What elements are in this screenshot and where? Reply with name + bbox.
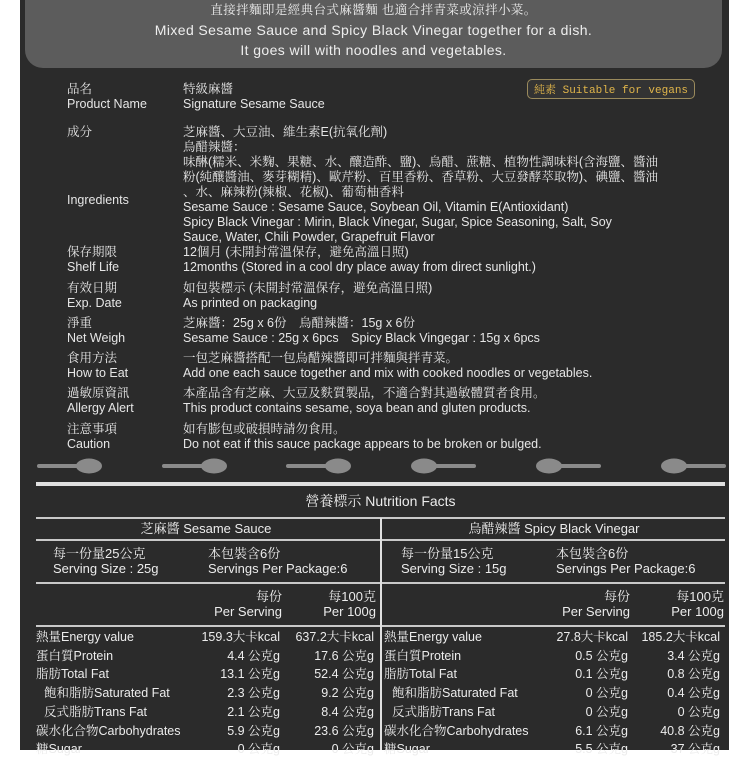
info-value-line: 12months (Stored in a cool dry place away from direct sunlight.) — [183, 260, 536, 274]
per-100g-value: 0 公克g — [331, 742, 374, 757]
product-header: 烏醋辣醬 Spicy Black Vinegar — [468, 521, 640, 536]
text-line: 每一份量15公克 — [401, 546, 494, 561]
nutrient-row — [36, 684, 376, 703]
nutrient-name: 飽和脂肪Saturated Fat — [392, 686, 518, 701]
info-label-en: Net Weigh — [67, 331, 126, 345]
per-serving-value: 2.1 公克g — [227, 704, 280, 719]
per-100g-value: 40.8 公克g — [660, 723, 720, 738]
per-100g-value: 0.4 公克g — [667, 686, 720, 701]
per-100g-value: 37 公克g — [670, 742, 720, 757]
per-100g-value: 9.2 公克g — [321, 686, 374, 701]
info-value — [183, 422, 723, 452]
info-value — [183, 125, 723, 245]
nutrient-row — [36, 665, 376, 684]
per-serving-value: 159.3大卡kcal — [201, 630, 280, 644]
info-label-zh: 成分 — [67, 125, 93, 139]
info-value-line: 12個月 (未開封常溫保存，避免高溫日照) — [183, 245, 409, 259]
nutrient-name: 糖Sugar — [384, 742, 430, 757]
text-line: Servings Per Package:6 — [556, 561, 696, 576]
info-label-zh: 品名 — [67, 82, 93, 96]
nutrient-name: 蛋白質Protein — [36, 648, 114, 663]
vegan-badge: 純素 Suitable for vegans — [527, 79, 695, 99]
text-line: Per 100g — [671, 604, 724, 619]
info-value-line: Add one each sauce together and mix with cooked noodles or vegetables. — [183, 366, 593, 380]
per-100g-value: 8.4 公克g — [321, 704, 374, 719]
info-label-en: Allergy Alert — [67, 401, 134, 415]
per-serving-value: 0.5 公克g — [575, 648, 628, 663]
nutrient-row — [36, 647, 376, 666]
info-value-line: Do not eat if this sauce package appears to be broken or bulged. — [183, 437, 542, 451]
nutrient-name: 飽和脂肪Saturated Fat — [44, 686, 170, 701]
nutrient-row — [36, 628, 376, 647]
info-label-zh: 有效日期 — [67, 281, 118, 295]
text-line: Per Serving — [562, 604, 630, 619]
info-label-zh: 食用方法 — [67, 351, 118, 365]
nutrient-name: 脂肪Total Fat — [384, 667, 457, 682]
info-label-en: Product Name — [67, 97, 147, 111]
spoon-icon — [286, 458, 352, 474]
per-serving-header — [524, 589, 630, 619]
info-value-line: Sesame Sauce : 25g x 6pcs Spicy Black Vingegar : 15g x 6pcs — [183, 331, 540, 345]
spoon-icon — [410, 458, 476, 474]
servings-per-package — [208, 546, 347, 576]
spoon-icon — [535, 458, 601, 474]
nutrient-row — [384, 722, 724, 741]
nutrient-row — [384, 647, 724, 666]
text-line: 每100克 — [328, 589, 376, 604]
nutrient-name: 反式脂肪Trans Fat — [392, 704, 496, 719]
nutrient-name: 糖Sugar — [36, 742, 82, 757]
nutrient-row — [36, 722, 376, 741]
per-100g-value: 185.2大卡kcal — [641, 630, 720, 644]
info-label-en: Caution — [67, 437, 111, 451]
info-label-zh: 淨重 — [67, 316, 93, 330]
text-line: Serving Size : 25g — [53, 561, 159, 576]
info-value-line: 一包芝麻醬搭配一包烏醋辣醬即可拌麵與拌青菜。 — [183, 351, 459, 365]
per-serving-value: 0 公克g — [237, 742, 280, 757]
spoon-icon — [162, 458, 228, 474]
info-value — [183, 82, 723, 112]
info-value-line: Spicy Black Vinegar : Mirin, Black Vinegar, Sugar, Spice Seasoning, Salt, Soy — [183, 215, 612, 229]
per-100g-value: 17.6 公克g — [314, 648, 374, 663]
info-label-en: Exp. Date — [67, 296, 122, 310]
info-value — [183, 386, 723, 416]
per-serving-value: 5.9 公克g — [227, 723, 280, 738]
info-label-en: Shelf Life — [67, 260, 120, 274]
per-serving-value: 6.1 公克g — [575, 723, 628, 738]
per-100g-value: 0.8 公克g — [667, 667, 720, 682]
per-serving-value: 0.1 公克g — [575, 667, 628, 682]
product-header: 芝麻醬 Sesame Sauce — [140, 521, 272, 536]
per-100g-value: 52.4 公克g — [314, 667, 374, 682]
per-serving-value: 27.8大卡kcal — [556, 630, 628, 644]
nutrient-name: 熱量Energy value — [384, 630, 482, 644]
text-line: Per 100g — [323, 604, 376, 619]
info-value-line: Sauce, Water, Chili Powder, Grapefruit Flavor — [183, 230, 435, 244]
nutrient-name: 反式脂肪Trans Fat — [44, 704, 148, 719]
info-label-en: How to Eat — [67, 366, 129, 380]
nutrient-name: 碳水化合物Carbohydrates — [36, 723, 181, 738]
info-label-zh: 注意事項 — [67, 422, 118, 436]
per-serving-value: 4.4 公克g — [227, 648, 280, 663]
serving-size — [53, 546, 159, 576]
servings-per-package — [556, 546, 695, 576]
info-label-zh: 保存期限 — [67, 245, 118, 259]
text-line: Servings Per Package:6 — [208, 561, 348, 576]
info-value — [183, 281, 723, 311]
divider — [36, 482, 725, 486]
text-line: 每份 — [255, 589, 282, 604]
nutrient-row — [384, 684, 724, 703]
info-value-line: Signature Sesame Sauce — [183, 97, 325, 111]
per-serving-value: 5.5 公克g — [575, 742, 628, 757]
info-value-line: 粉(純釀醬油、麥芽糊精)、歐芹粉、百里香粉、香草粉、大豆發酵萃取物)、碘鹽、醬油 — [183, 170, 658, 184]
info-value-line: 味醂(糯米、米麴、果糖、水、釀造酢、鹽)、烏醋、蔗糖、植物性調味料(含海鹽、醬油 — [183, 155, 658, 169]
text-line: 每份 — [603, 589, 630, 604]
info-label-zh: 過敏原資訊 — [67, 386, 130, 400]
info-value-line: 如包裝標示 (未開封常溫保存，避免高溫日照) — [183, 281, 433, 295]
nutrient-name: 熱量Energy value — [36, 630, 134, 644]
per-serving-header — [176, 589, 282, 619]
per-100g-value: 23.6 公克g — [314, 723, 374, 738]
per-100g-value: 637.2大卡kcal — [295, 630, 374, 644]
per-serving-value: 0 公克g — [585, 704, 628, 719]
text-line: 每一份量25公克 — [53, 546, 146, 561]
banner-zh: 直接拌麵即是經典台式麻醬麵 也適合拌青菜或涼拌小菜。 — [210, 3, 537, 17]
info-value-line: 芝麻醬：25g x 6份 烏醋辣醬：15g x 6份 — [183, 316, 416, 330]
info-value-line: This product contains sesame, soya bean and gluten products. — [183, 401, 531, 415]
banner-en-1: Mixed Sesame Sauce and Spicy Black Vinegar together for a dish. — [154, 22, 593, 38]
info-value-line: 、水、麻辣粉(辣椒、花椒)、葡萄柚香料 — [183, 185, 404, 199]
nutrition-title: 營養標示 Nutrition Facts — [305, 493, 456, 509]
text-line: Per Serving — [214, 604, 282, 619]
info-value-line: 本產品含有芝麻、大豆及麩質製品，不適合對其過敏體質者食用。 — [183, 386, 546, 400]
nutrient-name: 脂肪Total Fat — [36, 667, 109, 682]
per-100g-value: 0 公克g — [677, 704, 720, 719]
info-value — [183, 316, 723, 346]
column-divider — [380, 518, 382, 750]
info-value-line: 如有膨包或破損時請勿食用。 — [183, 422, 346, 436]
per-serving-value: 13.1 公克g — [220, 667, 280, 682]
per-100g-header — [634, 589, 724, 619]
nutrient-name: 蛋白質Protein — [384, 648, 462, 663]
serving-size — [401, 546, 507, 576]
text-line: 每100克 — [676, 589, 724, 604]
info-value — [183, 351, 723, 381]
info-value-line: 烏醋辣醬： — [183, 140, 246, 154]
usage-banner — [25, 0, 722, 68]
per-serving-value: 0 公克g — [585, 686, 628, 701]
spoon-icon — [37, 458, 103, 474]
nutrient-row — [36, 703, 376, 722]
info-value — [183, 245, 723, 275]
nutrient-row — [384, 703, 724, 722]
nutrient-row — [384, 628, 724, 647]
nutrient-name: 碳水化合物Carbohydrates — [384, 723, 529, 738]
per-serving-value: 2.3 公克g — [227, 686, 280, 701]
spoon-icon — [660, 458, 726, 474]
info-value-line: Sesame Sauce : Sesame Sauce, Soybean Oil, Vitamin E(Antioxidant) — [183, 200, 569, 214]
text-line: Serving Size : 15g — [401, 561, 507, 576]
info-value-line: 特級麻醬 — [183, 82, 234, 96]
banner-en-2: It goes will with noodles and vegetables. — [240, 42, 507, 58]
info-value-line: As printed on packaging — [183, 296, 318, 310]
info-value-line: 芝麻醬、大豆油、維生素E(抗氧化劑) — [183, 125, 388, 139]
nutrient-row — [384, 665, 724, 684]
info-label-en: Ingredients — [67, 193, 129, 207]
text-line: 本包裝含6份 — [208, 546, 281, 561]
per-100g-header — [286, 589, 376, 619]
text-line: 本包裝含6份 — [556, 546, 629, 561]
per-100g-value: 3.4 公克g — [667, 648, 720, 663]
